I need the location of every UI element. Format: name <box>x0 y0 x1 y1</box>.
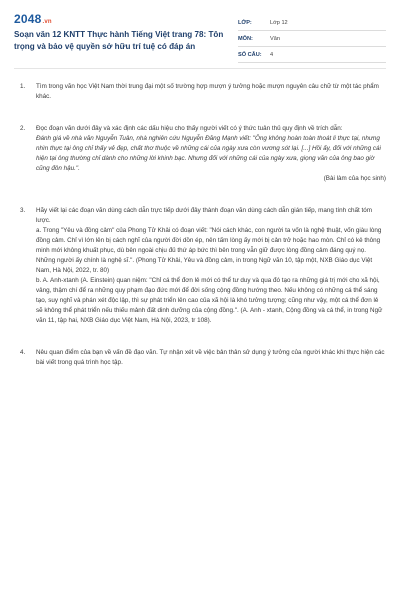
question-source: (Bài làm của học sinh) <box>323 175 386 182</box>
meta-table <box>238 15 386 63</box>
question-text: Đọc đoạn văn dưới đây và xác định các dấu hiệu cho thấy người viết có ý thức tuân thủ quy định về trích dẫn: <box>36 125 343 132</box>
header-divider <box>14 68 386 69</box>
meta-row-count <box>238 47 386 63</box>
meta-value: 4 <box>270 51 274 58</box>
document-header <box>14 12 386 64</box>
question-number: 4. <box>20 349 26 356</box>
brand-name: 2048 <box>14 12 42 26</box>
question-text: Nêu quan điểm của bạn về vấn đề đạo văn. Tự nhận xét về việc bản thân sử dụng ý tưởng của người khác khi thực hiện các bài viết trong quá trình học tập. <box>36 349 385 366</box>
question-list <box>14 82 386 368</box>
meta-value: Lớp 12 <box>270 19 288 26</box>
question-quote: Đánh giá về nhà văn Nguyễn Tuân, nhà nghiên cứu Nguyễn Đăng Mạnh viết: "Ông không hoàn toàn thoát li thực tại, nhưng nhìn thực tại ông chỉ thấy vẻ đẹp, chất thơ thuộc về những cái của ngày xưa còn vương sót lại. [...] Hồi ấy, đối với những cái hiện tại ông thường chỉ dành cho những lời khinh bạc. Nhưng đối với những cái của ngày xưa, giọng văn của ông bao giờ cũng đôn hậu.". <box>36 135 381 172</box>
meta-key: LỚP: <box>238 19 252 26</box>
question-text: Hãy viết lại các đoạn văn dùng cách dẫn trực tiếp dưới đây thành đoạn văn dùng cách dẫn gián tiếp, mang tính chất tóm lược. <box>36 207 373 224</box>
question-part-a: a. Trong "Yêu và đồng cảm" của Phong Tử Khải có đoạn viết: "Nói cách khác, con người ta vốn là nghệ thuật, vốn giàu lòng đồng cảm. Chỉ vì lớn lên bị cách nghĩ của người đời dồn ép, nên tấm lòng ấy mới bị cản trở hoặc hao mòn. Chỉ có kẻ thông minh mới không khuất phục, dù bên ngoài chịu đủ thứ áp bức thì bên trong vẫn giữ được lòng đồng cảm đáng quý nọ. Những người ấy chính là nghệ sĩ.". (Phong Tử Khải, Yêu và đồng cảm, in trong Ngữ văn 10, tập một, NXB Giáo dục Việt Nam, Hà Nội, 2022, tr. 80) <box>36 227 382 274</box>
question-number: 2. <box>20 125 26 132</box>
question-part-b: b. A. Anh-xtanh (A. Einstein) quan niệm: "Chỉ cá thể đơn lẻ mới có thể tư duy và qua đó tạo ra những giá trị mới cho xã hội, vâng, thậm chí để ra những quy phạm đạo đức mới để đời sống cộng đồng hướng theo. Nếu không có những cá thể sáng tạo, suy nghĩ và phán xét độc lập, thì sự phát triển lên cao của xã hội là khó tưởng tượng; cũng như vậy, một cá thể đơn lẻ sẽ không thể phát triển nếu thiếu mảnh đất dinh dưỡng của cộng đồng.". (A. Anh - xtanh, Cộng đồng và cá thể, in trong Ngữ văn 11, tập hai, NXB Giáo dục Việt Nam, Hà Nội, 2023, tr 108). <box>36 277 383 324</box>
question-text: Tìm trong văn học Việt Nam thời trung đại một số trường hợp mượn ý tưởng hoặc mượn nguyên câu chữ từ một tác phẩm khác. <box>36 83 379 100</box>
question-number: 3. <box>20 207 26 214</box>
meta-key: MÔN: <box>238 35 253 42</box>
question-item <box>14 124 386 184</box>
question-number: 1. <box>20 83 26 90</box>
brand-logo[interactable] <box>14 12 52 26</box>
meta-key: SỐ CÂU: <box>238 51 262 58</box>
meta-value: Văn <box>270 35 280 42</box>
document-title: Soạn văn 12 KNTT Thực hành Tiếng Việt trang 78: Tôn trọng và bảo vệ quyền sở hữu trí tuệ có đáp án <box>14 30 224 51</box>
brand-tld: .vn <box>42 19 52 25</box>
question-item <box>14 348 386 368</box>
question-item <box>14 82 386 102</box>
meta-row-class <box>238 15 386 31</box>
question-item <box>14 206 386 326</box>
meta-row-subject <box>238 31 386 47</box>
